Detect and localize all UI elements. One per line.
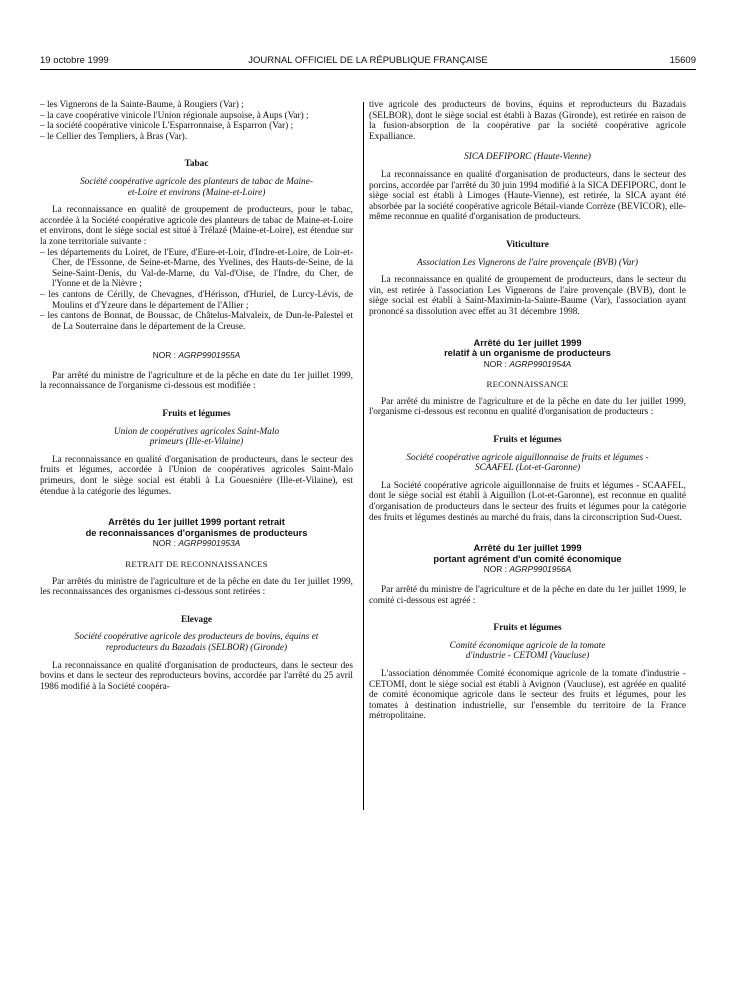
paragraph: La reconnaissance en qualité d'organisation de producteurs, dans le secteur des fruits et légumes, accordée à l'Union de coopératives agricoles Saint-Malo primeurs, dont le siège social est établi à La Gouesnière (Ille-et-Vilaine), est étendue à la catégorie des légumes. xyxy=(40,454,353,497)
section-heading-elevage: Elevage xyxy=(181,614,212,625)
section-heading-fruits-legumes: Fruits et légumes xyxy=(493,435,562,446)
decree-title: relatif à un organisme de producteurs xyxy=(444,348,611,359)
section-heading-tabac: Tabac xyxy=(184,159,209,170)
paragraph: Par arrêté du ministre de l'agriculture et de la pêche en date du 1er juillet 1999, l'organisme ci-dessous est reconnu en qualité d'organisation de producteurs : xyxy=(369,396,686,418)
nor-reference: NOR : AGRP9901955A xyxy=(152,350,241,361)
nor-reference: NOR : AGRP9901953A xyxy=(152,538,241,549)
nor-reference: NOR : AGRP9901956A xyxy=(483,564,572,575)
header-rule xyxy=(40,69,696,70)
header-journal-title: JOURNAL OFFICIEL DE LA RÉPUBLIQUE FRANÇAISE xyxy=(248,55,488,66)
right-column xyxy=(369,100,686,722)
decree-title: portant agrément d'un comité économique xyxy=(433,553,622,564)
section-heading-fruits-legumes: Fruits et légumes xyxy=(162,409,231,420)
organism-name: Société coopérative agricole des producteurs de bovins, équins et reproducteurs du Bazadais (SELBOR) (Gironde) xyxy=(74,632,319,653)
decree-title: Arrêté du 1er juillet 1999 xyxy=(473,543,582,554)
paragraph: Par arrêté du ministre de l'agriculture et de la pêche en date du 1er juillet 1999, la reconnaissance de l'organisme ci-dessous est modifiée : xyxy=(40,370,353,392)
paragraph: La reconnaissance en qualité d'organisation de producteurs, dans le secteur des bovins et dans le secteur des reproducteurs bovins, accordée par l'arrêté du 25 avril 1986 modifié à la Société coopéra- xyxy=(40,660,353,692)
column-divider xyxy=(363,102,364,810)
list-item: – les Vignerons de la Sainte-Baume, à Rougiers (Var) ; xyxy=(40,100,244,110)
page-header xyxy=(40,55,696,69)
header-page-number: 15609 xyxy=(669,55,696,66)
paragraph: Par arrêté du ministre de l'agriculture et de la pêche en date du 1er juillet 1999, le comité ci-dessous est agréé : xyxy=(369,585,686,606)
decree-title: Arrêtés du 1er juillet 1999 portant retrait xyxy=(108,517,285,528)
header-date: 19 octobre 1999 xyxy=(40,55,109,66)
organism-name: Association Les Vignerons de l'aire provençale (BVB) (Var) xyxy=(416,257,639,268)
list-item: – la cave coopérative vinicole l'Union régionale aupsoise, à Aups (Var) ; xyxy=(40,110,309,121)
organism-name: Comité économique agricole de la tomate d'industrie - CETOMI (Vaucluse) xyxy=(449,640,606,662)
nor-reference: NOR : AGRP9901954A xyxy=(483,358,572,369)
section-heading-fruits-legumes: Fruits et légumes xyxy=(493,623,562,634)
paragraph: La reconnaissance en qualité d'organisation de producteurs, dans le secteur des porcins, accordée par l'arrêté du 30 juin 1994 modifié à la SICA DEFIPORC, dont le siège social est établi à Limoges (Haute-Vienne), est retirée, la SICA ayant été absorbée par la société coopérative agricole Bétail-viande Corrèze (BEVICOR), elle-même reconnue en qualité d'organisation de producteurs. xyxy=(369,169,686,223)
section-caps-heading: RETRAIT DE RECONNAISSANCES xyxy=(125,559,268,569)
paragraph: L'association dénommée Comité économique agricole de la tomate d'industrie - CETOMI, dont le siège social est établi à Avignon (Vaucluse), est agréée en qualité de comité économique agricole dans le secteur des fruits et légumes, pour les tomates à destination industrielle, sur l'ensemble du territoire de la France métropolitaine. xyxy=(369,668,686,722)
organism-name: SICA DEFIPORC (Haute-Vienne) xyxy=(464,152,591,163)
paragraph: La reconnaissance en qualité de groupement de producteurs, dans le secteur du vin, est retirée à l'association Les Vignerons de l'aire provençale (BVB), dont le siège social est établi à Saint-Maximin-la-Sainte-Baume (Var), l'association ayant prononcé sa dissolution avec effet au 31 décembre 1998. xyxy=(369,275,686,317)
list-item: – la société coopérative vinicole L'Esparronnaise, à Esparron (Var) ; xyxy=(40,121,294,132)
decree-title: de reconnaissances d'organismes de producteurs xyxy=(85,527,308,538)
organism-name: Union de coopératives agricoles Saint-Malo primeurs (Ille-et-Vilaine) xyxy=(113,426,280,448)
organism-name: Société coopérative agricole aiguillonnaise de fruits et légumes - SCAAFEL (Lot-et-Garonne) xyxy=(406,452,649,474)
paragraph: Par arrêtés du ministre de l'agriculture et de la pêche en date du 1er juillet 1999, les reconnaissances des organismes ci-dessous sont retirées : xyxy=(40,576,353,598)
left-column xyxy=(40,100,353,692)
section-heading-viticulture: Viticulture xyxy=(506,239,549,250)
decree-title: Arrêté du 1er juillet 1999 xyxy=(473,337,582,348)
list-item: – les cantons de Bonnat, de Boussac, de Châtelus-Malvaleix, de Dun-le-Palestel et de La Souterraine dans le département de la Creuse. xyxy=(40,311,353,332)
list-item: – les cantons de Cérilly, de Chevagnes, d'Hérisson, d'Huriel, de Lurcy-Lévis, de Moulins et d'Yzeure dans le département de l'Allier ; xyxy=(40,289,353,311)
list-item: – les départements du Loiret, de l'Eure, d'Eure-et-Loir, d'Indre-et-Loire, de Loir-et-Cher, de l'Essonne, de Seine-et-Marne, des Yvelines, des Hauts-de-Seine, de la Seine-Saint-Denis, du Val-de-Marne, du Val-d'Oise, de l'Indre, du Cher, de l'Yonne et de la Nièvre ; xyxy=(40,247,353,290)
list-item: – le Cellier des Templiers, à Bras (Var). xyxy=(40,131,188,142)
paragraph: La Société coopérative agricole aiguillonnaise de fruits et légumes - SCAAFEL, dont le siège social est établi à Aiguillon (Lot-et-Garonne), est reconnue en qualité d'organisation de producteurs dans le secteur des fruits et légumes pour la catégorie des fruits et légumes destinés au marché du frais, dans la circonscription Sud-Ouest. xyxy=(369,480,686,523)
section-caps-heading: RECONNAISSANCE xyxy=(486,379,569,390)
paragraph: tive agricole des producteurs de bovins, équins et reproducteurs du Bazadais (SELBOR), dont le siège social est établi à Bazas (Gironde), est retirée en raison de la fusion-absorption de la coopérative par la société coopérative agricole Expalliance. xyxy=(369,100,686,142)
paragraph: La reconnaissance en qualité de groupement de producteurs, pour le tabac, accordée à la Société coopérative agricole des planteurs de tabac de Maine-et-Loire et environs, dont le siège social est situé à Trélazé (Maine-et-Loire), est étendue sur la zone territoriale suivante : xyxy=(40,205,353,247)
organism-name: Société coopérative agricole des planteurs de tabac de Maine-et-Loire et environs (Maine-et-Loire) xyxy=(80,176,313,198)
